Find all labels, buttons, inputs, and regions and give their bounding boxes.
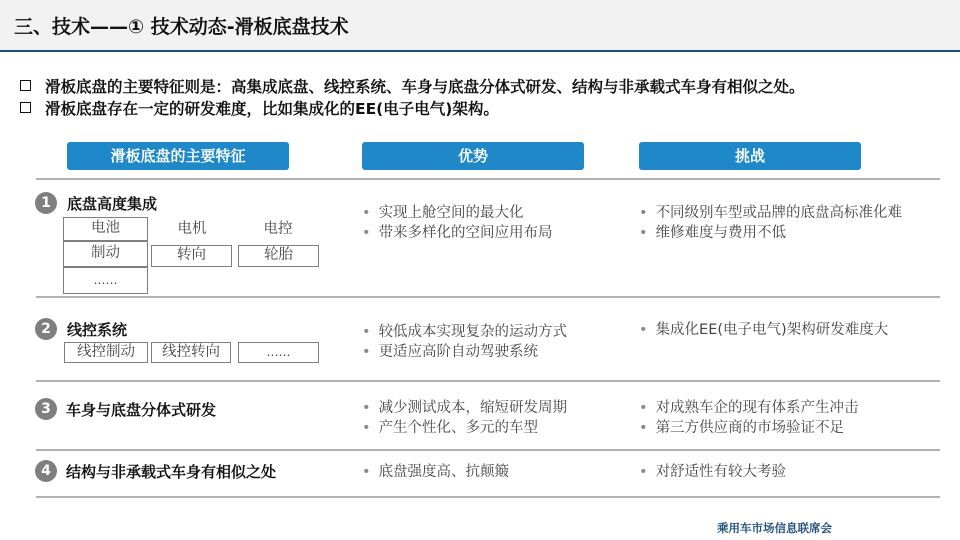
bullet-item-2 xyxy=(20,97,499,119)
challenges-list xyxy=(639,398,859,438)
list-item: • 底盘强度高、抗颠簸 xyxy=(362,464,510,480)
row-divider xyxy=(36,296,940,298)
row-number-badge: 2 xyxy=(35,318,57,340)
footer-source: 乘用车市场信息联席会 xyxy=(717,521,832,535)
header-bar xyxy=(0,0,960,52)
header-divider xyxy=(0,50,960,52)
challenges-list xyxy=(639,462,786,482)
feature-title: 线控系统 xyxy=(67,321,128,339)
component-cell: 电控 xyxy=(263,221,293,237)
feature-title: 结构与非承载式车身有相似之处 xyxy=(66,463,277,481)
component-cell: 电池 xyxy=(63,217,148,241)
advantages-list xyxy=(362,462,509,482)
bullet-item-1 xyxy=(20,75,805,97)
component-cell: 轮胎 xyxy=(238,245,319,267)
row-divider xyxy=(36,178,940,180)
list-item: • 维修难度与费用不低 xyxy=(639,225,787,241)
list-item: • 不同级别车型或品牌的底盘高标准化难 xyxy=(639,205,903,221)
square-bullet-icon xyxy=(20,80,31,91)
square-bullet-icon xyxy=(20,102,31,113)
column-header-features: 滑板底盘的主要特征 xyxy=(67,142,289,170)
list-item: • 产生个性化、多元的车型 xyxy=(362,420,539,436)
feature-title: 车身与底盘分体式研发 xyxy=(66,401,217,419)
row-number-badge: 4 xyxy=(35,460,57,482)
component-cell: …… xyxy=(63,267,148,294)
bullet-text: 滑板底盘存在一定的研发难度，比如集成化的EE(电子电气)架构。 xyxy=(45,100,499,118)
row-divider xyxy=(36,380,940,382)
feature-title: 底盘高度集成 xyxy=(67,195,158,213)
list-item: • 带来多样化的空间应用布局 xyxy=(362,225,553,241)
advantages-list xyxy=(362,322,567,362)
list-item: • 对舒适性有较大考验 xyxy=(639,464,787,480)
list-item: • 实现上舱空间的最大化 xyxy=(362,205,524,221)
component-cell: 转向 xyxy=(151,245,232,267)
advantages-list xyxy=(362,203,553,243)
row-number-badge: 3 xyxy=(35,398,57,420)
component-cell: …… xyxy=(238,342,319,363)
row-divider xyxy=(36,496,940,498)
list-item: • 更适应高阶自动驾驶系统 xyxy=(362,344,539,360)
column-header-challenges: 挑战 xyxy=(639,142,861,170)
list-item: • 对成熟车企的现有体系产生冲击 xyxy=(639,400,859,416)
bullet-text: 滑板底盘的主要特征则是：高集成底盘、线控系统、车身与底盘分体式研发、结构与非承载式车身有相似之处。 xyxy=(45,78,805,96)
component-cell: 线控转向 xyxy=(151,342,231,363)
list-item: • 第三方供应商的市场验证不足 xyxy=(639,420,845,436)
challenges-list xyxy=(639,203,902,243)
row-number-badge: 1 xyxy=(35,192,57,214)
page-title: 三、技术——① 技术动态-滑板底盘技术 xyxy=(14,16,349,38)
column-header-advantages: 优势 xyxy=(362,142,584,170)
challenges-list xyxy=(639,320,888,340)
component-cell: 电机 xyxy=(177,221,207,237)
list-item: • 集成化EE(电子电气)架构研发难度大 xyxy=(639,322,889,338)
list-item: • 减少测试成本，缩短研发周期 xyxy=(362,400,568,416)
component-cell: 线控制动 xyxy=(64,342,148,363)
advantages-list xyxy=(362,398,567,438)
row-divider xyxy=(36,449,940,451)
component-cell: 制动 xyxy=(63,241,148,267)
list-item: • 较低成本实现复杂的运动方式 xyxy=(362,324,568,340)
